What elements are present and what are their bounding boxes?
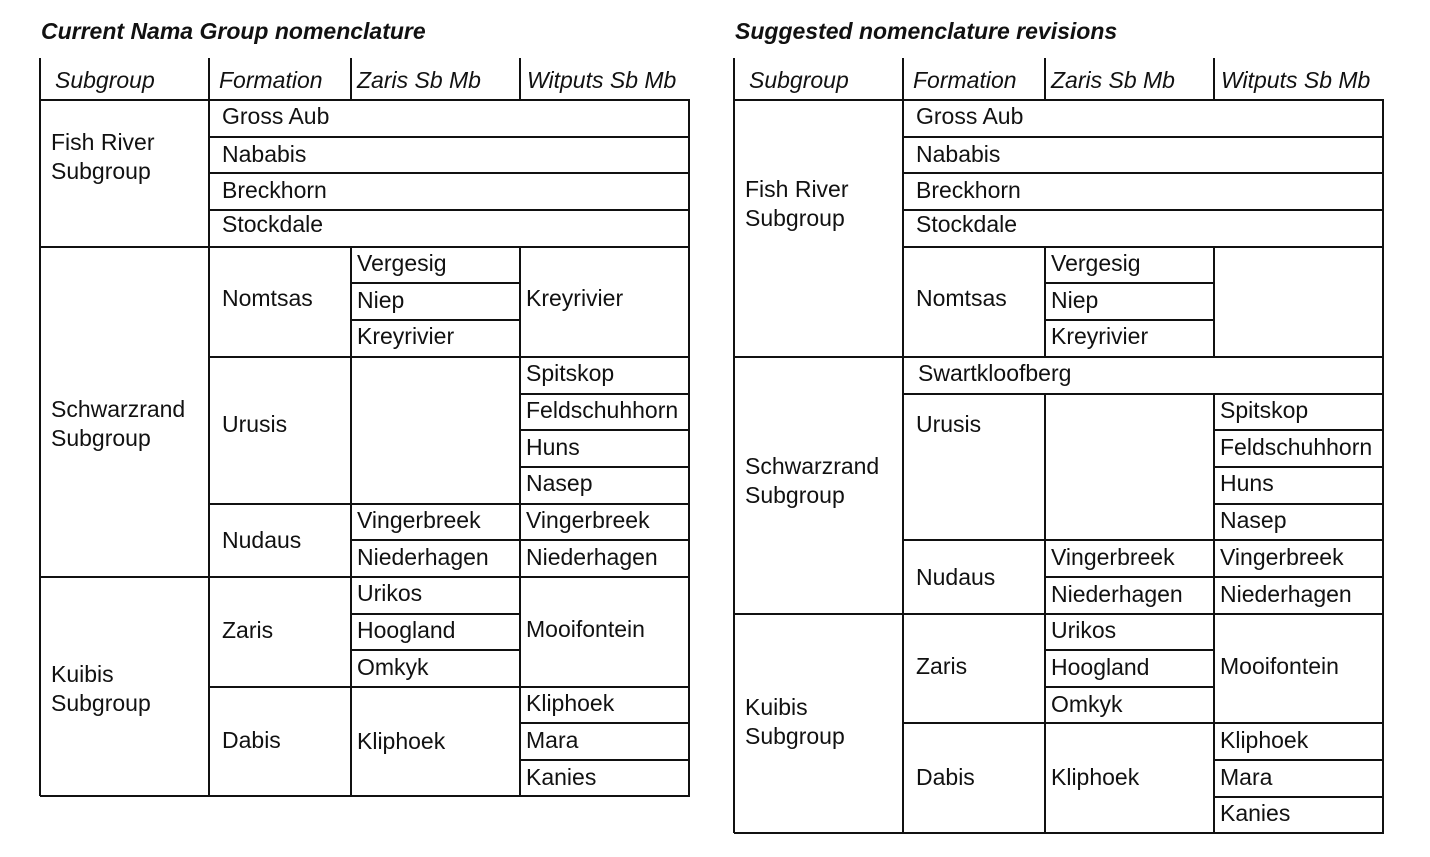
left-unit-nababis: Nababis bbox=[222, 141, 307, 167]
right-header-subgroup: Subgroup bbox=[749, 67, 849, 93]
left-subgroup-kuibis: Kuibis Subgroup bbox=[51, 661, 151, 716]
left-formation-dabis: Dabis bbox=[222, 727, 281, 753]
left-zaris-member-omkyk: Omkyk bbox=[357, 654, 429, 680]
left-witputs-member-mara: Mara bbox=[526, 727, 579, 753]
right-witputs-member-feldschuhhorn: Feldschuhhorn bbox=[1220, 434, 1373, 460]
left-witputs-member-kliphoek: Kliphoek bbox=[526, 690, 615, 716]
left-formation-zaris: Zaris bbox=[222, 617, 274, 643]
right-header-witputs-sb-mb: Witputs Sb Mb bbox=[1221, 67, 1371, 93]
left-formation-urusis: Urusis bbox=[222, 411, 288, 437]
right-witputs-member-huns: Huns bbox=[1220, 470, 1274, 496]
right-formation-urusis: Urusis bbox=[916, 411, 982, 437]
right-witputs-member-kanies: Kanies bbox=[1220, 800, 1291, 826]
left-header-zaris-sb-mb: Zaris Sb Mb bbox=[357, 67, 481, 93]
left-subgroup-fish-river: Fish River Subgroup bbox=[51, 129, 155, 184]
right-zaris-member-urikos: Urikos bbox=[1051, 617, 1117, 643]
right-zaris-member-vingerbreek: Vingerbreek bbox=[1051, 544, 1175, 570]
left-witputs-member-huns: Huns bbox=[526, 434, 580, 460]
left-subgroup-schwarzrand: Schwarzrand Subgroup bbox=[51, 396, 186, 451]
left-header-formation: Formation bbox=[219, 67, 323, 93]
left-witputs-member-feldschuhhorn: Feldschuhhorn bbox=[526, 397, 679, 423]
left-zaris-member-vergesig: Vergesig bbox=[357, 250, 447, 276]
right-witputs-member-niederhagen: Niederhagen bbox=[1220, 581, 1352, 607]
right-zaris-member-kreyrivier: Kreyrivier bbox=[1051, 323, 1149, 349]
right-witputs-member-mara: Mara bbox=[1220, 764, 1273, 790]
right-formation-swartkloofberg: Swartkloofberg bbox=[918, 360, 1072, 386]
left-formation-nomtsas: Nomtsas bbox=[222, 285, 313, 311]
left-zaris-member-niep: Niep bbox=[357, 287, 405, 313]
right-formation-dabis: Dabis bbox=[916, 764, 975, 790]
left-formation-nudaus: Nudaus bbox=[222, 527, 302, 553]
left-witputs-member-vingerbreek: Vingerbreek bbox=[526, 507, 650, 533]
right-subgroup-fish-river: Fish River Subgroup bbox=[745, 176, 849, 231]
right-unit-breckhorn: Breckhorn bbox=[916, 177, 1021, 203]
right-unit-nababis: Nababis bbox=[916, 141, 1001, 167]
right-witputs-member-spitskop: Spitskop bbox=[1220, 397, 1309, 423]
left-witputs-member-kanies: Kanies bbox=[526, 764, 597, 790]
right-witputs-member-vingerbreek: Vingerbreek bbox=[1220, 544, 1344, 570]
left-witputs-member-niederhagen: Niederhagen bbox=[526, 544, 658, 570]
right-zaris-member-kliphoek: Kliphoek bbox=[1051, 764, 1140, 790]
left-zaris-member-kliphoek: Kliphoek bbox=[357, 728, 446, 754]
right-witputs-member-mooifontein: Mooifontein bbox=[1220, 653, 1339, 679]
right-subgroup-kuibis: Kuibis Subgroup bbox=[745, 694, 845, 749]
right-zaris-member-niep: Niep bbox=[1051, 287, 1099, 313]
right-subgroup-schwarzrand: Schwarzrand Subgroup bbox=[745, 453, 880, 508]
right-unit-stockdale: Stockdale bbox=[916, 211, 1018, 237]
left-zaris-member-vingerbreek: Vingerbreek bbox=[357, 507, 481, 533]
right-stratigraphy-table bbox=[733, 58, 1385, 836]
right-table-title: Suggested nomenclature revisions bbox=[735, 18, 1118, 44]
left-zaris-member-urikos: Urikos bbox=[357, 580, 423, 606]
left-header-subgroup: Subgroup bbox=[55, 67, 155, 93]
right-unit-gross-aub: Gross Aub bbox=[916, 103, 1024, 129]
left-witputs-member-mooifontein: Mooifontein bbox=[526, 616, 645, 642]
right-formation-nudaus: Nudaus bbox=[916, 564, 996, 590]
right-zaris-member-vergesig: Vergesig bbox=[1051, 250, 1141, 276]
left-stratigraphy-table bbox=[39, 58, 691, 798]
left-witputs-member-spitskop: Spitskop bbox=[526, 360, 615, 386]
right-formation-nomtsas: Nomtsas bbox=[916, 285, 1007, 311]
left-table-title: Current Nama Group nomenclature bbox=[41, 18, 426, 44]
left-header-witputs-sb-mb: Witputs Sb Mb bbox=[527, 67, 677, 93]
left-unit-gross-aub: Gross Aub bbox=[222, 103, 330, 129]
right-witputs-member-nasep: Nasep bbox=[1220, 507, 1287, 533]
left-unit-breckhorn: Breckhorn bbox=[222, 177, 327, 203]
left-zaris-member-niederhagen: Niederhagen bbox=[357, 544, 489, 570]
right-zaris-member-niederhagen: Niederhagen bbox=[1051, 581, 1183, 607]
left-witputs-member-kreyrivier: Kreyrivier bbox=[526, 285, 624, 311]
right-zaris-member-hoogland: Hoogland bbox=[1051, 654, 1150, 680]
left-zaris-member-hoogland: Hoogland bbox=[357, 617, 456, 643]
right-zaris-member-omkyk: Omkyk bbox=[1051, 691, 1123, 717]
left-zaris-member-kreyrivier: Kreyrivier bbox=[357, 323, 455, 349]
left-unit-stockdale: Stockdale bbox=[222, 211, 324, 237]
right-header-zaris-sb-mb: Zaris Sb Mb bbox=[1051, 67, 1175, 93]
left-witputs-member-nasep: Nasep bbox=[526, 470, 593, 496]
right-formation-zaris: Zaris bbox=[916, 653, 968, 679]
right-witputs-member-kliphoek: Kliphoek bbox=[1220, 727, 1309, 753]
right-header-formation: Formation bbox=[913, 67, 1017, 93]
